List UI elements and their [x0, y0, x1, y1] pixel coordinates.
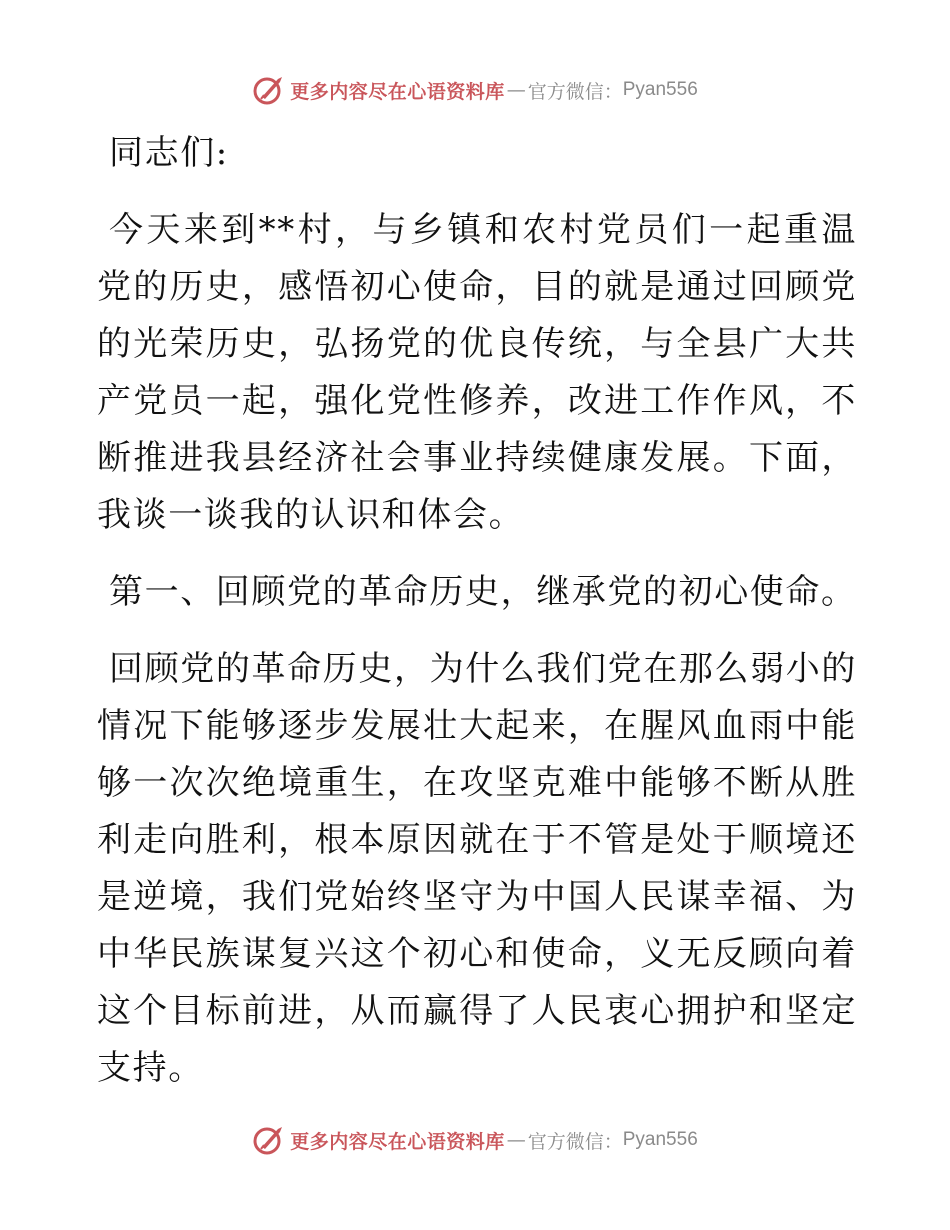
paragraph-intro: 今天来到**村，与乡镇和农村党员们一起重温党的历史，感悟初心使命，目的就是通过回顾党的光荣历史，弘扬党的优良传统，与全县广大共产党员一起，强化党性修养，改进工作作风，不断推进我县经济社会事业持续健康发展。下面，我谈一谈我的认识和体会。 [97, 210, 857, 535]
salutation: 同志们: [109, 133, 229, 173]
quill-logo-icon [252, 73, 286, 107]
document-body [97, 125, 857, 1097]
watermark-dash: — [506, 1129, 526, 1151]
quill-logo-icon [252, 1123, 286, 1157]
paragraph-history: 回顾党的革命历史，为什么我们党在那么弱小的情况下能够逐步发展壮大起来，在腥风血雨中能够一次次绝境重生，在攻坚克难中能够不断从胜利走向胜利，根本原因就在于不管是处于顺境还是逆境，我们党始终坚守为中国人民谋幸福、为中华民族谋复兴这个初心和使命，义无反顾向着这个目标前进，从而赢得了人民衷心拥护和坚定支持。 [97, 649, 857, 1088]
watermark-account: Pyan556 [622, 1129, 698, 1150]
watermark-main-text: 更多内容尽在心语资料库 [290, 1130, 505, 1153]
watermark-sub-text: 官方微信： [527, 1130, 623, 1153]
footer-watermark [0, 1120, 950, 1160]
watermark-dash: — [506, 79, 526, 101]
watermark-main-text: 更多内容尽在心语资料库 [290, 80, 505, 103]
watermark-sub-text: 官方微信： [527, 80, 623, 103]
section-heading-first: 第一、回顾党的革命历史，继承党的初心使命。 [109, 572, 857, 612]
header-watermark [0, 70, 950, 110]
watermark-account: Pyan556 [622, 79, 698, 100]
